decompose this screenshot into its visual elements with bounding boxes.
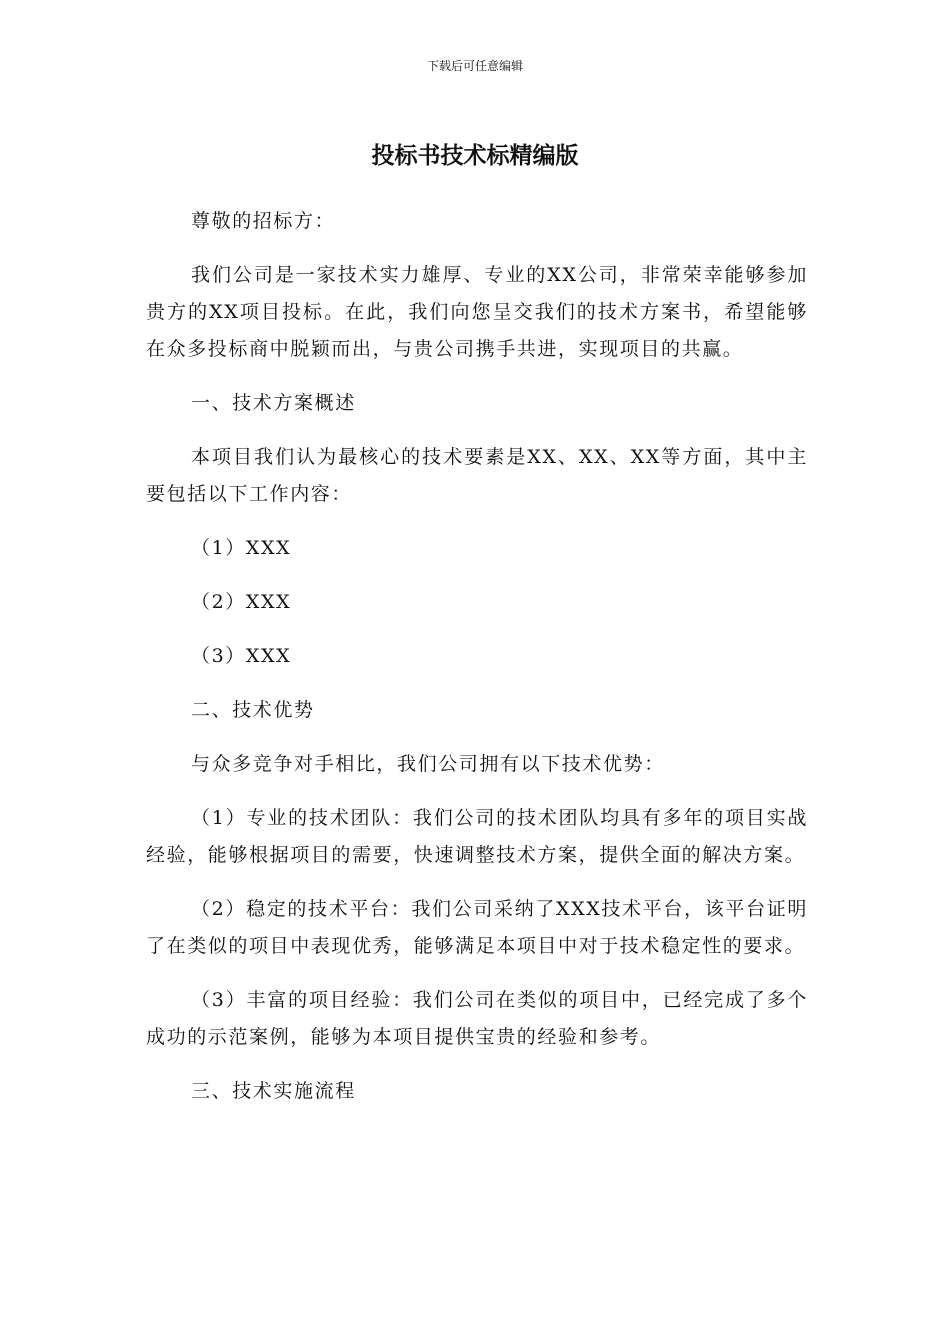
section-heading-overview: 一、技术方案概述 — [191, 392, 356, 414]
work-item-1: （1）XXX — [191, 537, 292, 559]
intro-paragraph: 我们公司是一家技术实力雄厚、专业的XX公司，非常荣幸能够参加贵方的XX项目投标。在此，我们向您呈交我们的技术方案书，希望能够在众多投标商中脱颖而出，与贵公司携手共进，实现项目的共赢。 — [146, 264, 808, 360]
document-body — [146, 203, 808, 1127]
page-header-note: 下载后可任意编辑 — [426, 59, 523, 73]
advantage-item-1: （1）专业的技术团队：我们公司的技术团队均具有多年的项目实战经验，能够根据项目的需要，快速调整技术方案，提供全面的解决方案。 — [146, 807, 808, 866]
overview-paragraph: 本项目我们认为最核心的技术要素是XX、XX、XX等方面，其中主要包括以下工作内容： — [146, 446, 808, 505]
advantage-item-2: （2）稳定的技术平台：我们公司采纳了XXX技术平台，该平台证明了在类似的项目中表现优秀，能够满足本项目中对于技术稳定性的要求。 — [146, 898, 808, 957]
advantage-item-3: （3）丰富的项目经验：我们公司在类似的项目中，已经完成了多个成功的示范案例，能够为本项目提供宝贵的经验和参考。 — [146, 989, 808, 1048]
section-heading-process: 三、技术实施流程 — [191, 1080, 356, 1102]
document-title: 投标书技术标精编版 — [371, 143, 579, 169]
advantages-intro: 与众多竞争对手相比，我们公司拥有以下技术优势： — [191, 753, 665, 775]
work-item-3: （3）XXX — [191, 645, 292, 667]
section-heading-advantages: 二、技术优势 — [191, 699, 315, 721]
salutation: 尊敬的招标方： — [191, 210, 336, 232]
work-item-2: （2）XXX — [191, 591, 292, 613]
